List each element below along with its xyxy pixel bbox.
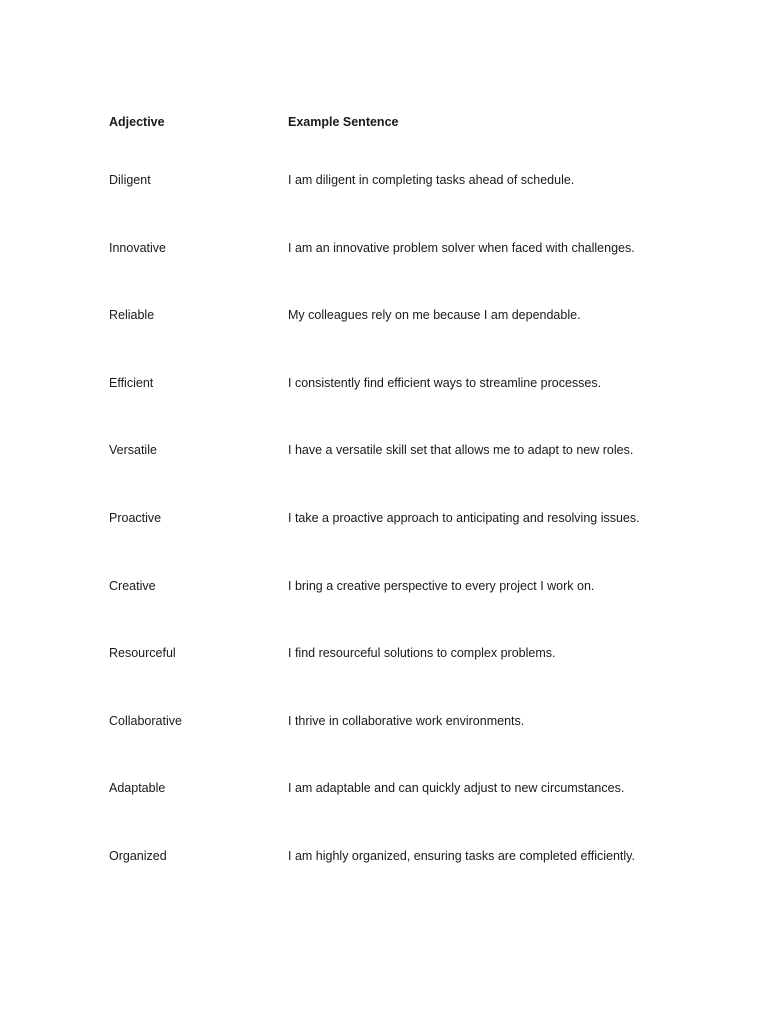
table-row — [109, 442, 669, 458]
sentence-cell: I bring a creative perspective to every project I work on. — [288, 578, 595, 593]
adjective-cell: Adaptable — [109, 781, 166, 796]
header-adjective: Adjective — [109, 114, 165, 129]
adjective-cell: Collaborative — [109, 713, 182, 728]
table-row — [109, 780, 669, 796]
table-header-row — [109, 113, 669, 130]
table-row — [109, 848, 669, 864]
adjective-table — [109, 113, 669, 916]
table-row — [109, 578, 669, 594]
sentence-cell: I consistently find efficient ways to streamline processes. — [288, 375, 602, 390]
adjective-cell: Innovative — [109, 240, 166, 255]
table-body — [109, 172, 669, 864]
sentence-cell: I am adaptable and can quickly adjust to new circumstances. — [288, 781, 625, 796]
adjective-cell: Organized — [109, 848, 167, 863]
table-row — [109, 240, 669, 256]
table-row — [109, 510, 669, 526]
adjective-cell: Reliable — [109, 308, 155, 323]
sentence-cell: I have a versatile skill set that allows me to adapt to new roles. — [288, 443, 634, 458]
header-example-sentence: Example Sentence — [288, 114, 399, 129]
adjective-cell: Creative — [109, 578, 156, 593]
sentence-cell: I take a proactive approach to anticipating and resolving issues. — [288, 510, 640, 525]
adjective-cell: Diligent — [109, 173, 151, 187]
sentence-cell: My colleagues rely on me because I am dependable. — [288, 308, 581, 323]
adjective-cell: Efficient — [109, 375, 154, 390]
sentence-cell: I am an innovative problem solver when faced with challenges. — [288, 240, 635, 255]
adjective-cell: Proactive — [109, 510, 162, 525]
adjective-cell: Resourceful — [109, 646, 176, 661]
sentence-cell: I thrive in collaborative work environments. — [288, 713, 525, 728]
sentence-cell: I am diligent in completing tasks ahead of schedule. — [288, 173, 575, 187]
sentence-cell: I am highly organized, ensuring tasks are completed efficiently. — [288, 848, 635, 863]
table-row — [109, 375, 669, 391]
table-row — [109, 713, 669, 729]
table-row — [109, 172, 669, 188]
table-row — [109, 645, 669, 661]
sentence-cell: I find resourceful solutions to complex problems. — [288, 646, 556, 661]
adjective-cell: Versatile — [109, 443, 157, 458]
table-row — [109, 307, 669, 323]
